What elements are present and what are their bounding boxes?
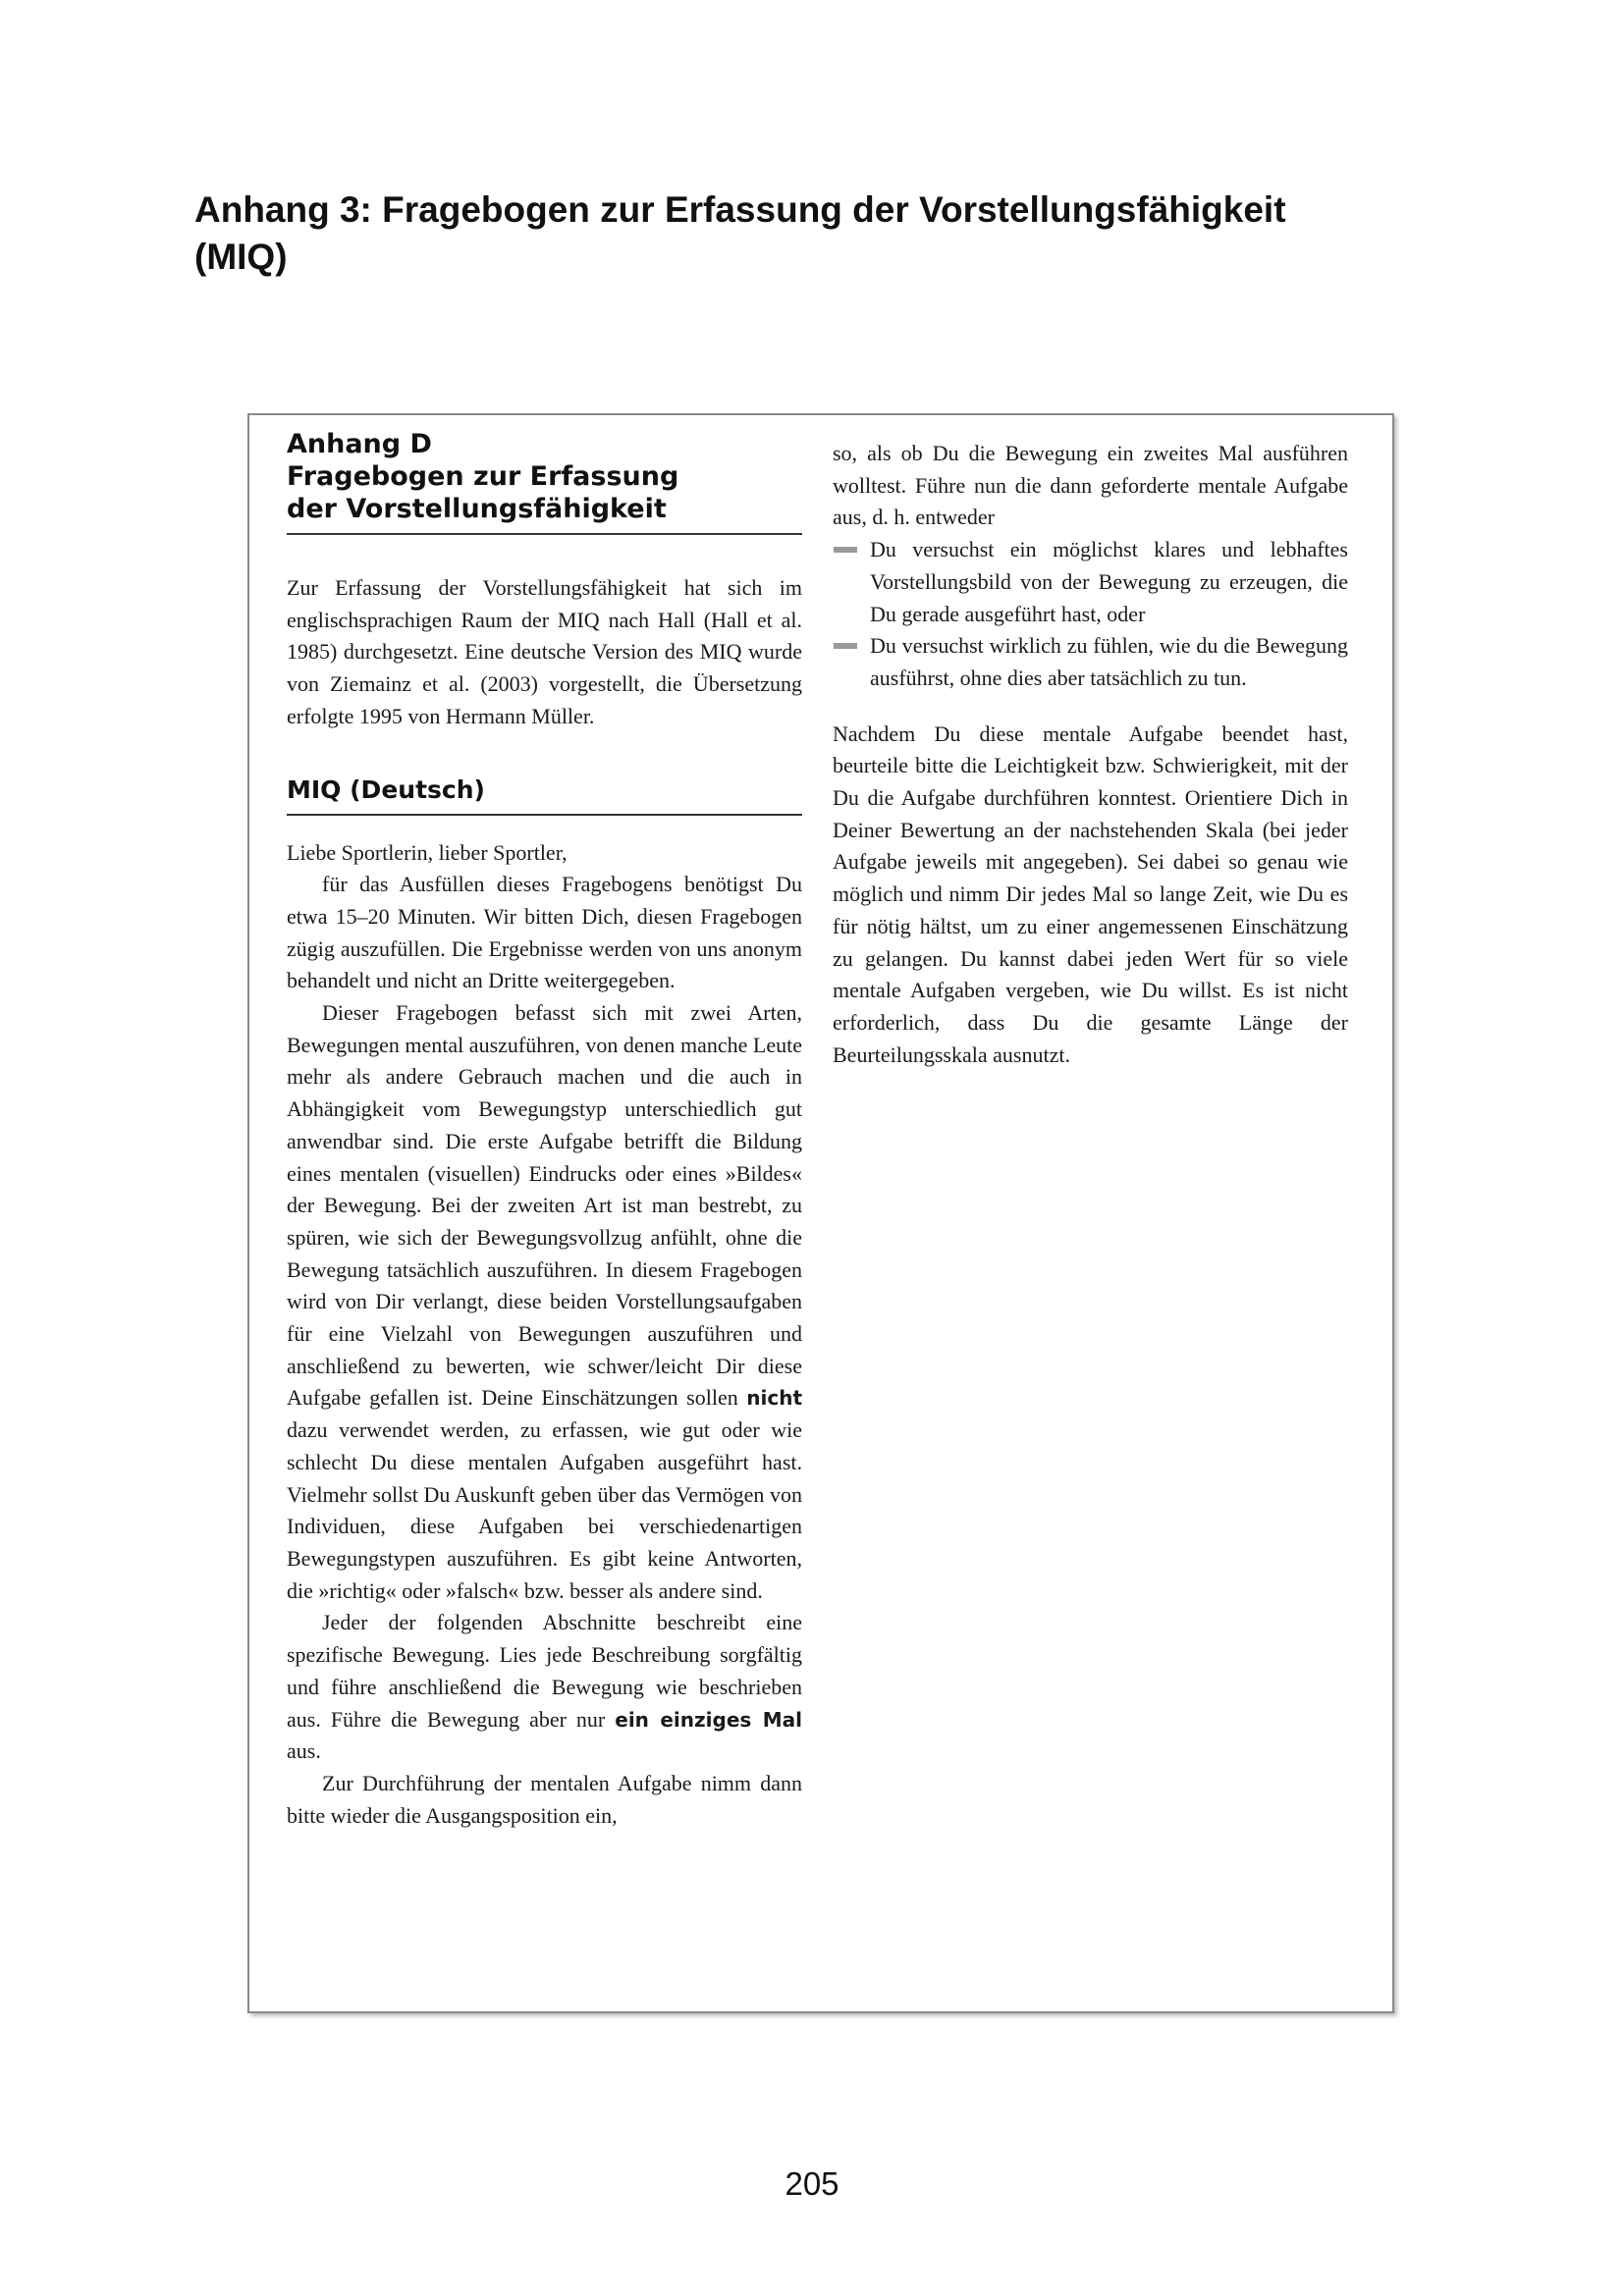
dash-bullet-icon [834,643,857,649]
bullet-text-1: Du versuchst ein möglichst klares und lebhaftes Vorstellungsbild von der Bewegung zu erzeugen, die Du gerade ausgeführt hast, oder [870,537,1348,626]
paragraph-3-end: aus. [287,1738,321,1764]
paragraph-2-start: Dieser Fragebogen befasst sich mit zwei Arten, Bewegungen mental auszuführen, von denen manche Leute mehr als andere Gebrauch machen und die auch in Abhängigkeit vom Bewegungstyp unterschiedlich gut anwendbar sind. Die erste Aufgabe betrifft die Bildung eines mentalen (visuellen) Eindrucks oder eines »Bildes« der Bewegung. Bei der zweiten Art ist man bestrebt, zu spüren, wie sich der Bewegungsvollzug anfühlt, ohne die Bewegung tatsächlich auszuführen. In diesem Fragebogen wird von Dir verlangt, diese beiden Vorstellungsaufgaben für eine Vielzahl von Bewegungen auszuführen und anschließend zu bewerten, wie schwer/leicht Dir diese Aufgabe gefallen ist. Deine Einschätzungen sollen [287,1000,802,1411]
right-paragraph-2: Nachdem Du diese mentale Aufgabe beendet hast, beurteile bitte die Leichtigkeit bzw. Schwierigkeit, mit der Du die Aufgabe durchführen konntest. Orientiere Dich in Deiner Bewertung an der nachstehenden Skala (bei jeder Aufgabe jeweils mit angegeben). Sei dabei so genau wie möglich und nimm Dir jedes Mal so lange Zeit, wie Du es für nötig hältst, um zu einer angemessenen Einschätzung zu gelangen. Du kannst dabei jeden Wert für so viele mentale Aufgaben vergeben, wie Du willst. Es ist nicht erforderlich, dass Du die gesamte Länge der Beurteilungsskala ausnutzt. [833,721,1348,1067]
box-title-line1: Anhang D [287,429,432,459]
emphasis-nicht: nicht [746,1386,802,1411]
paragraph-1: für das Ausfüllen dieses Fragebogens benötigst Du etwa 15–20 Minuten. Wir bitten Dich, diesen Fragebogen zügig auszufüllen. Die Ergebnisse werden von uns anonym behandelt und nicht an Dritte weitergegeben. [287,872,802,993]
title-rule [287,533,802,535]
box-title [287,428,802,525]
bullet-item-2 [833,630,1348,694]
miq-subheading: MIQ (Deutsch) [287,774,485,804]
emphasis-ein-einziges-mal: ein einziges Mal [615,1707,803,1732]
subheading-rule [287,814,802,816]
paragraph-4: Zur Durchführung der mentalen Aufgabe nimm dann bitte wieder die Ausgangsposition ein, [287,1770,802,1828]
right-paragraph-1: so, als ob Du die Bewegung ein zweites Mal ausführen wolltest. Führe nun die dann geforderte mentale Aufgabe aus, d. h. entweder [833,441,1348,530]
bullet-text-2: Du versuchst wirklich zu fühlen, wie du die Bewegung ausführst, ohne dies aber tatsächlich zu tun. [870,633,1348,690]
intro-paragraph: Zur Erfassung der Vorstellungsfähigkeit hat sich im englischsprachigen Raum der MIQ nach Hall (Hall et al. 1985) durchgesetzt. Eine deutsche Version des MIQ wurde von Ziemainz et al. (2003) vorgestellt, die Übersetzung erfolgte 1995 von Hermann Müller. [287,575,802,728]
dash-bullet-icon [834,547,857,553]
paragraph-2 [287,997,802,1607]
page-heading-line2: (MIQ) [194,237,288,277]
box-title-line3: der Vorstellungsfähigkeit [287,494,667,524]
paragraph-2-end: dazu verwendet werden, zu erfassen, wie gut oder wie schlecht Du diese mentalen Aufgaben ausgeführt hast. Vielmehr sollst Du Auskunft geben über das Vermögen von Individuen, diese Aufgaben bei verschiedenartigen Bewegungstypen auszuführen. Es gibt keine Antworten, die »richtig« oder »falsch« bzw. besser als andere sind. [287,1417,802,1603]
bullet-item-1 [833,534,1348,630]
page-heading-line1: Anhang 3: Fragebogen zur Erfassung der Vorstellungsfähigkeit [194,189,1286,230]
paragraph-3 [287,1607,802,1768]
page-number: 205 [785,2165,839,2202]
miq-section-header [287,774,802,816]
right-column [833,438,1348,1071]
box-title-line2: Fragebogen zur Erfassung [287,461,679,492]
salutation: Liebe Sportlerin, lieber Sportler, [287,839,568,865]
left-column [287,428,802,1832]
page-heading [194,187,1471,281]
paragraph-3-start: Jeder der folgenden Abschnitte beschreibt eine spezifische Bewegung. Lies jede Beschreibung sorgfältig und führe anschließend die Bewegung wie beschrieben aus. Führe die Bewegung aber nur [287,1610,802,1732]
